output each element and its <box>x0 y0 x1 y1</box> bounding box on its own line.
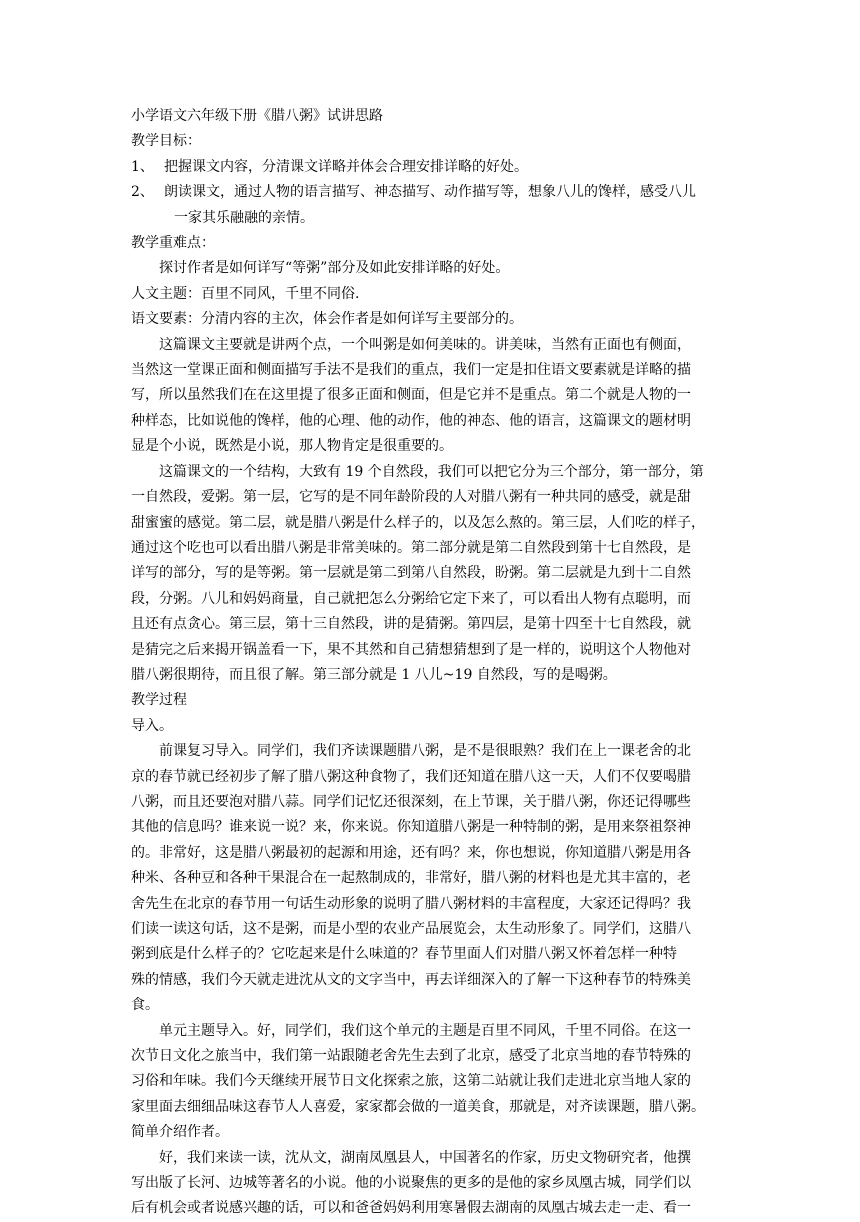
paragraph-line: 八粥，而且还要泡对腊八蒜。同学们记忆还很深刻，在上节课，关于腊八粥，你还记得哪些 <box>131 793 691 810</box>
paragraph-line: 通过这个吃也可以看出腊八粥是非常美味的。第二部分就是第二自然段到第十七自然段，是 <box>131 539 691 556</box>
goal-number: 2、 <box>131 184 154 201</box>
paragraph-line: 舍先生在北京的春节用一句话生动形象的说明了腊八粥材料的丰富程度，大家还记得吗？我 <box>131 895 691 912</box>
paragraph-line: 京的春节就已经初步了解了腊八粥这种食物了，我们还知道在腊八这一天，人们不仅要喝腊 <box>131 768 691 785</box>
paragraph-line: 粥到底是什么样子的？它吃起来是什么味道的？春节里面人们对腊八粥又怀着怎样一种特 <box>131 946 677 963</box>
paragraph-line: 种样态，比如说他的馋样，他的心理、他的动作，他的神态、他的语言，这篇课文的题材明 <box>131 412 691 429</box>
document-title: 小学语文六年级下册《腊八粥》试讲思路 <box>131 108 383 124</box>
paragraph-line: 写，所以虽然我们在在这里提了很多正面和侧面，但是它并不是重点。第二个就是人物的一 <box>131 387 691 404</box>
paragraph-line: 殊的情感，我们今天就走进沈从文的文字当中，再去详细深入的了解一下这种春节的特殊美 <box>131 971 691 988</box>
paragraph-line: 腊八粥很期待，而且很了解。第三部分就是 1 八儿~19 自然段，写的是喝粥。 <box>131 666 617 683</box>
theme-line: 人文主题：百里不同风，千里不同俗. <box>131 285 360 302</box>
paragraph-line: 习俗和年味。我们今天继续开展节日文化探索之旅，这第二站就让我们走进北京当地人家的 <box>131 1073 691 1090</box>
paragraph-line: 段，分粥。八儿和妈妈商量，自己就把怎么分粥给它定下来了，可以看出人物有点聪明，而 <box>131 590 691 607</box>
paragraph-unit-theme <box>131 1019 731 1146</box>
paragraph-line: 食。 <box>131 997 159 1014</box>
paragraph-line: 后有机会或者说感兴趣的话，可以和爸爸妈妈利用寒暑假去湖南的凤凰古城去走一走、看一 <box>131 1200 691 1217</box>
goal-text: 把握课文内容，分清课文详略并体会合理安排详略的好处。 <box>164 158 528 175</box>
document-body <box>131 104 731 1222</box>
paragraph-line: 家里面去细细品味这春节人人喜爱，家家都会做的一道美食，那就是，对齐读课题，腊八粥。 <box>131 1098 705 1115</box>
paragraph-line: 的。非常好，这是腊八粥最初的起源和用途，还有吗？来，你也想说，你知道腊八粥是用各 <box>131 844 691 861</box>
process-heading: 教学过程 <box>131 692 187 709</box>
paragraph-line: 好，我们来读一读，沈从文，湖南凤凰县人，中国著名的作家，历史文物研究者，他撰 <box>159 1149 691 1166</box>
goal-number: 1、 <box>131 158 154 175</box>
paragraph-line: 详写的部分，写的是等粥。第一层就是第二到第八自然段，盼粥。第二层就是九到十二自然 <box>131 565 691 582</box>
goals-heading: 教学目标： <box>131 133 201 150</box>
key-heading: 教学重难点： <box>131 235 215 252</box>
paragraph-line: 们读一读这句话，这不是粥，而是小型的农业产品展览会，太生动形象了。同学们，这腊八 <box>131 921 691 937</box>
paragraph-line: 简单介绍作者。 <box>131 1124 229 1141</box>
paragraph-line: 单元主题导入。好，同学们，我们这个单元的主题是百里不同风，千里不同俗。在这一 <box>159 1022 691 1039</box>
paragraph-line: 前课复习导入。同学们，我们齐读课题腊八粥，是不是很眼熟？我们在上一课老舍的北 <box>159 743 691 760</box>
paragraph-line: 当然这一堂课正面和侧面描写手法不是我们的重点，我们一定是扣住语文要素就是详略的描 <box>131 362 691 379</box>
goal-text: 朗读课文，通过人物的语言描写、神态描写、动作描写等，想象八儿的馋样，感受八儿 <box>164 184 696 201</box>
paragraph-line: 是猜完之后来揭开锅盖看一下，果不其然和自己猜想猜想到了是一样的，说明这个人物他对 <box>131 641 691 658</box>
element-line: 语文要素：分清内容的主次，体会作者是如何详写主要部分的。 <box>131 311 523 328</box>
paragraph-structure <box>131 460 731 689</box>
paragraph-line: 且还有点贪心。第三层，第十三自然段，讲的是猜粥。第四层，是第十四至十七自然段，就 <box>131 616 691 633</box>
goal-item-1 <box>131 155 731 180</box>
paragraph-line: 显是个小说，既然是小说，那人物肯定是很重要的。 <box>131 438 453 455</box>
paragraph-line: 次节日文化之旅当中，我们第一站跟随老舍先生去到了北京，感受了北京当地的春节特殊的 <box>131 1048 691 1065</box>
goal-item-2 <box>131 180 731 231</box>
key-text: 探讨作者是如何详写“等粥”部分及如此安排详略的好处。 <box>159 260 510 277</box>
paragraph-review-intro <box>131 739 731 1018</box>
paragraph-line: 写出版了长河、边城等著名的小说。他的小说聚焦的更多的是他的家乡凤凰古城，同学们以 <box>131 1175 691 1192</box>
paragraph-line: 其他的信息吗？谁来说一说？来，你来说。你知道腊八粥是一种特制的粥，是用来祭祖祭神 <box>131 819 691 836</box>
paragraph-line: 一自然段，爱粥。第一层，它写的是不同年龄阶段的人对腊八粥有一种共同的感受，就是甜 <box>131 489 691 506</box>
paragraph-line: 甜蜜蜜的感觉。第二层，就是腊八粥是什么样子的，以及怎么熬的。第三层，人们吃的样子， <box>131 514 705 531</box>
intro-label: 导入。 <box>131 717 173 734</box>
paragraph-author <box>131 1146 731 1222</box>
goal-text-continued: 一家其乐融融的亲情。 <box>174 209 314 226</box>
paragraph-line: 这篇课文的一个结构，大致有 19 个自然段，我们可以把它分为三个部分，第一部分，第 <box>159 463 704 480</box>
paragraph-line: 种米、各种豆和各种干果混合在一起熬制成的，非常好，腊八粥的材料也是尤其丰富的，老 <box>131 870 691 887</box>
paragraph-line: 这篇课文主要就是讲两个点，一个叫粥是如何美味的。讲美味，当然有正面也有侧面， <box>159 336 691 353</box>
paragraph-content-analysis <box>131 333 731 460</box>
